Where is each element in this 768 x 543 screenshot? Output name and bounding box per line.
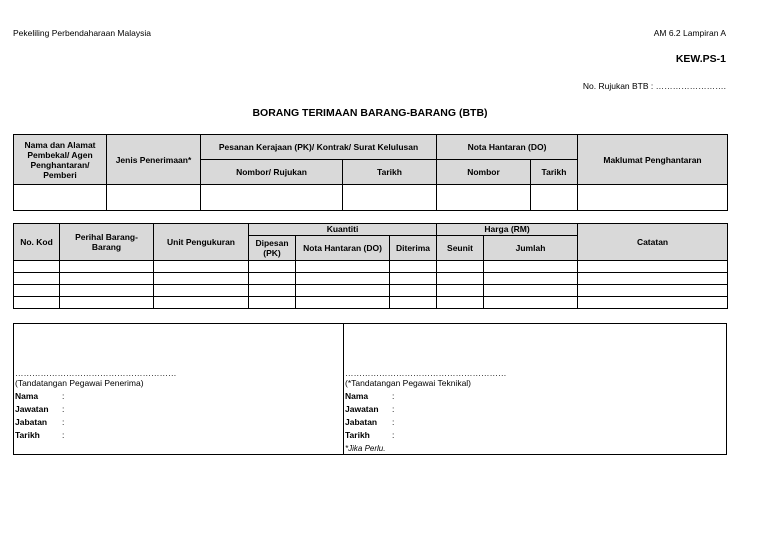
form-code: KEW.PS-1 [675, 53, 726, 65]
circular-title: Pekeliling Perbendaharaan Malaysia [13, 28, 151, 38]
order-group-header: Pesanan Kerajaan (PK)/ Kontrak/ Surat Kelulusan [201, 135, 437, 160]
delivery-details-table [13, 134, 728, 211]
btb-reference-number: No. Rujukan BTB : ……………………. [582, 81, 726, 91]
items-table [13, 223, 728, 309]
table-row [14, 297, 728, 309]
department-label: Jabatan [345, 417, 378, 427]
table-row [14, 285, 728, 297]
unit-header: Unit Pengukuran [154, 224, 249, 261]
qty-do-header: Nota Hantaran (DO) [296, 236, 390, 261]
order-date-cell[interactable] [343, 185, 437, 211]
receiver-signature-caption: (Tandatangan Pegawai Penerima) [15, 378, 144, 388]
table-row [14, 261, 728, 273]
total-header: Jumlah [484, 236, 578, 261]
department-label: Jabatan [15, 417, 48, 427]
technical-signature-section [344, 324, 726, 454]
form-title: BORANG TERIMAAN BARANG-BARANG (BTB) [252, 107, 488, 119]
signature-line[interactable]: ………………………………………………… [15, 368, 177, 378]
colon: : [392, 417, 395, 427]
colon: : [392, 404, 395, 414]
colon: : [62, 404, 65, 414]
colon: : [62, 430, 65, 440]
qty-received-header: Diterima [390, 236, 437, 261]
colon: : [62, 417, 65, 427]
code-header: No. Kod [14, 224, 60, 261]
appendix-reference: AM 6.2 Lampiran A [653, 28, 726, 38]
delivery-info-header: Maklumat Penghantaran [578, 135, 728, 185]
colon: : [392, 391, 395, 401]
supplier-header: Nama dan Alamat Pembekal/ Agen Penghantaran/ Pemberi [14, 135, 107, 185]
do-number-header: Nombor [437, 160, 531, 185]
delivery-entry-row [14, 185, 728, 211]
do-date-cell[interactable] [531, 185, 578, 211]
signature-line[interactable]: ………………………………………………… [345, 368, 507, 378]
price-group-header: Harga (RM) [437, 224, 578, 236]
order-date-header: Tarikh [343, 160, 437, 185]
do-number-cell[interactable] [437, 185, 531, 211]
name-label: Nama [345, 391, 369, 401]
supplier-cell[interactable] [14, 185, 107, 211]
receipt-type-cell[interactable] [107, 185, 201, 211]
date-label: Tarikh [15, 430, 40, 440]
position-label: Jawatan [345, 404, 379, 414]
receiver-signature-section [14, 324, 344, 454]
receipt-type-header: Jenis Penerimaan* [107, 135, 201, 185]
date-label: Tarikh [345, 430, 370, 440]
colon: : [392, 430, 395, 440]
qty-ordered-header: Dipesan (PK) [249, 236, 296, 261]
quantity-group-header: Kuantiti [249, 224, 437, 236]
description-header: Perihal Barang-Barang [60, 224, 154, 261]
delivery-info-cell[interactable] [578, 185, 728, 211]
table-row [14, 273, 728, 285]
order-reference-cell[interactable] [201, 185, 343, 211]
delivery-order-group-header: Nota Hantaran (DO) [437, 135, 578, 160]
technical-signature-caption: (*Tandatangan Pegawai Teknikal) [345, 378, 472, 388]
position-label: Jawatan [15, 404, 49, 414]
do-date-header: Tarikh [531, 160, 578, 185]
unit-price-header: Seunit [437, 236, 484, 261]
signature-box [13, 323, 727, 455]
order-reference-header: Nombor/ Rujukan [201, 160, 343, 185]
name-label: Nama [15, 391, 39, 401]
remarks-header: Catatan [578, 224, 728, 261]
colon: : [62, 391, 65, 401]
if-needed-note: *Jika Perlu. [345, 444, 386, 453]
